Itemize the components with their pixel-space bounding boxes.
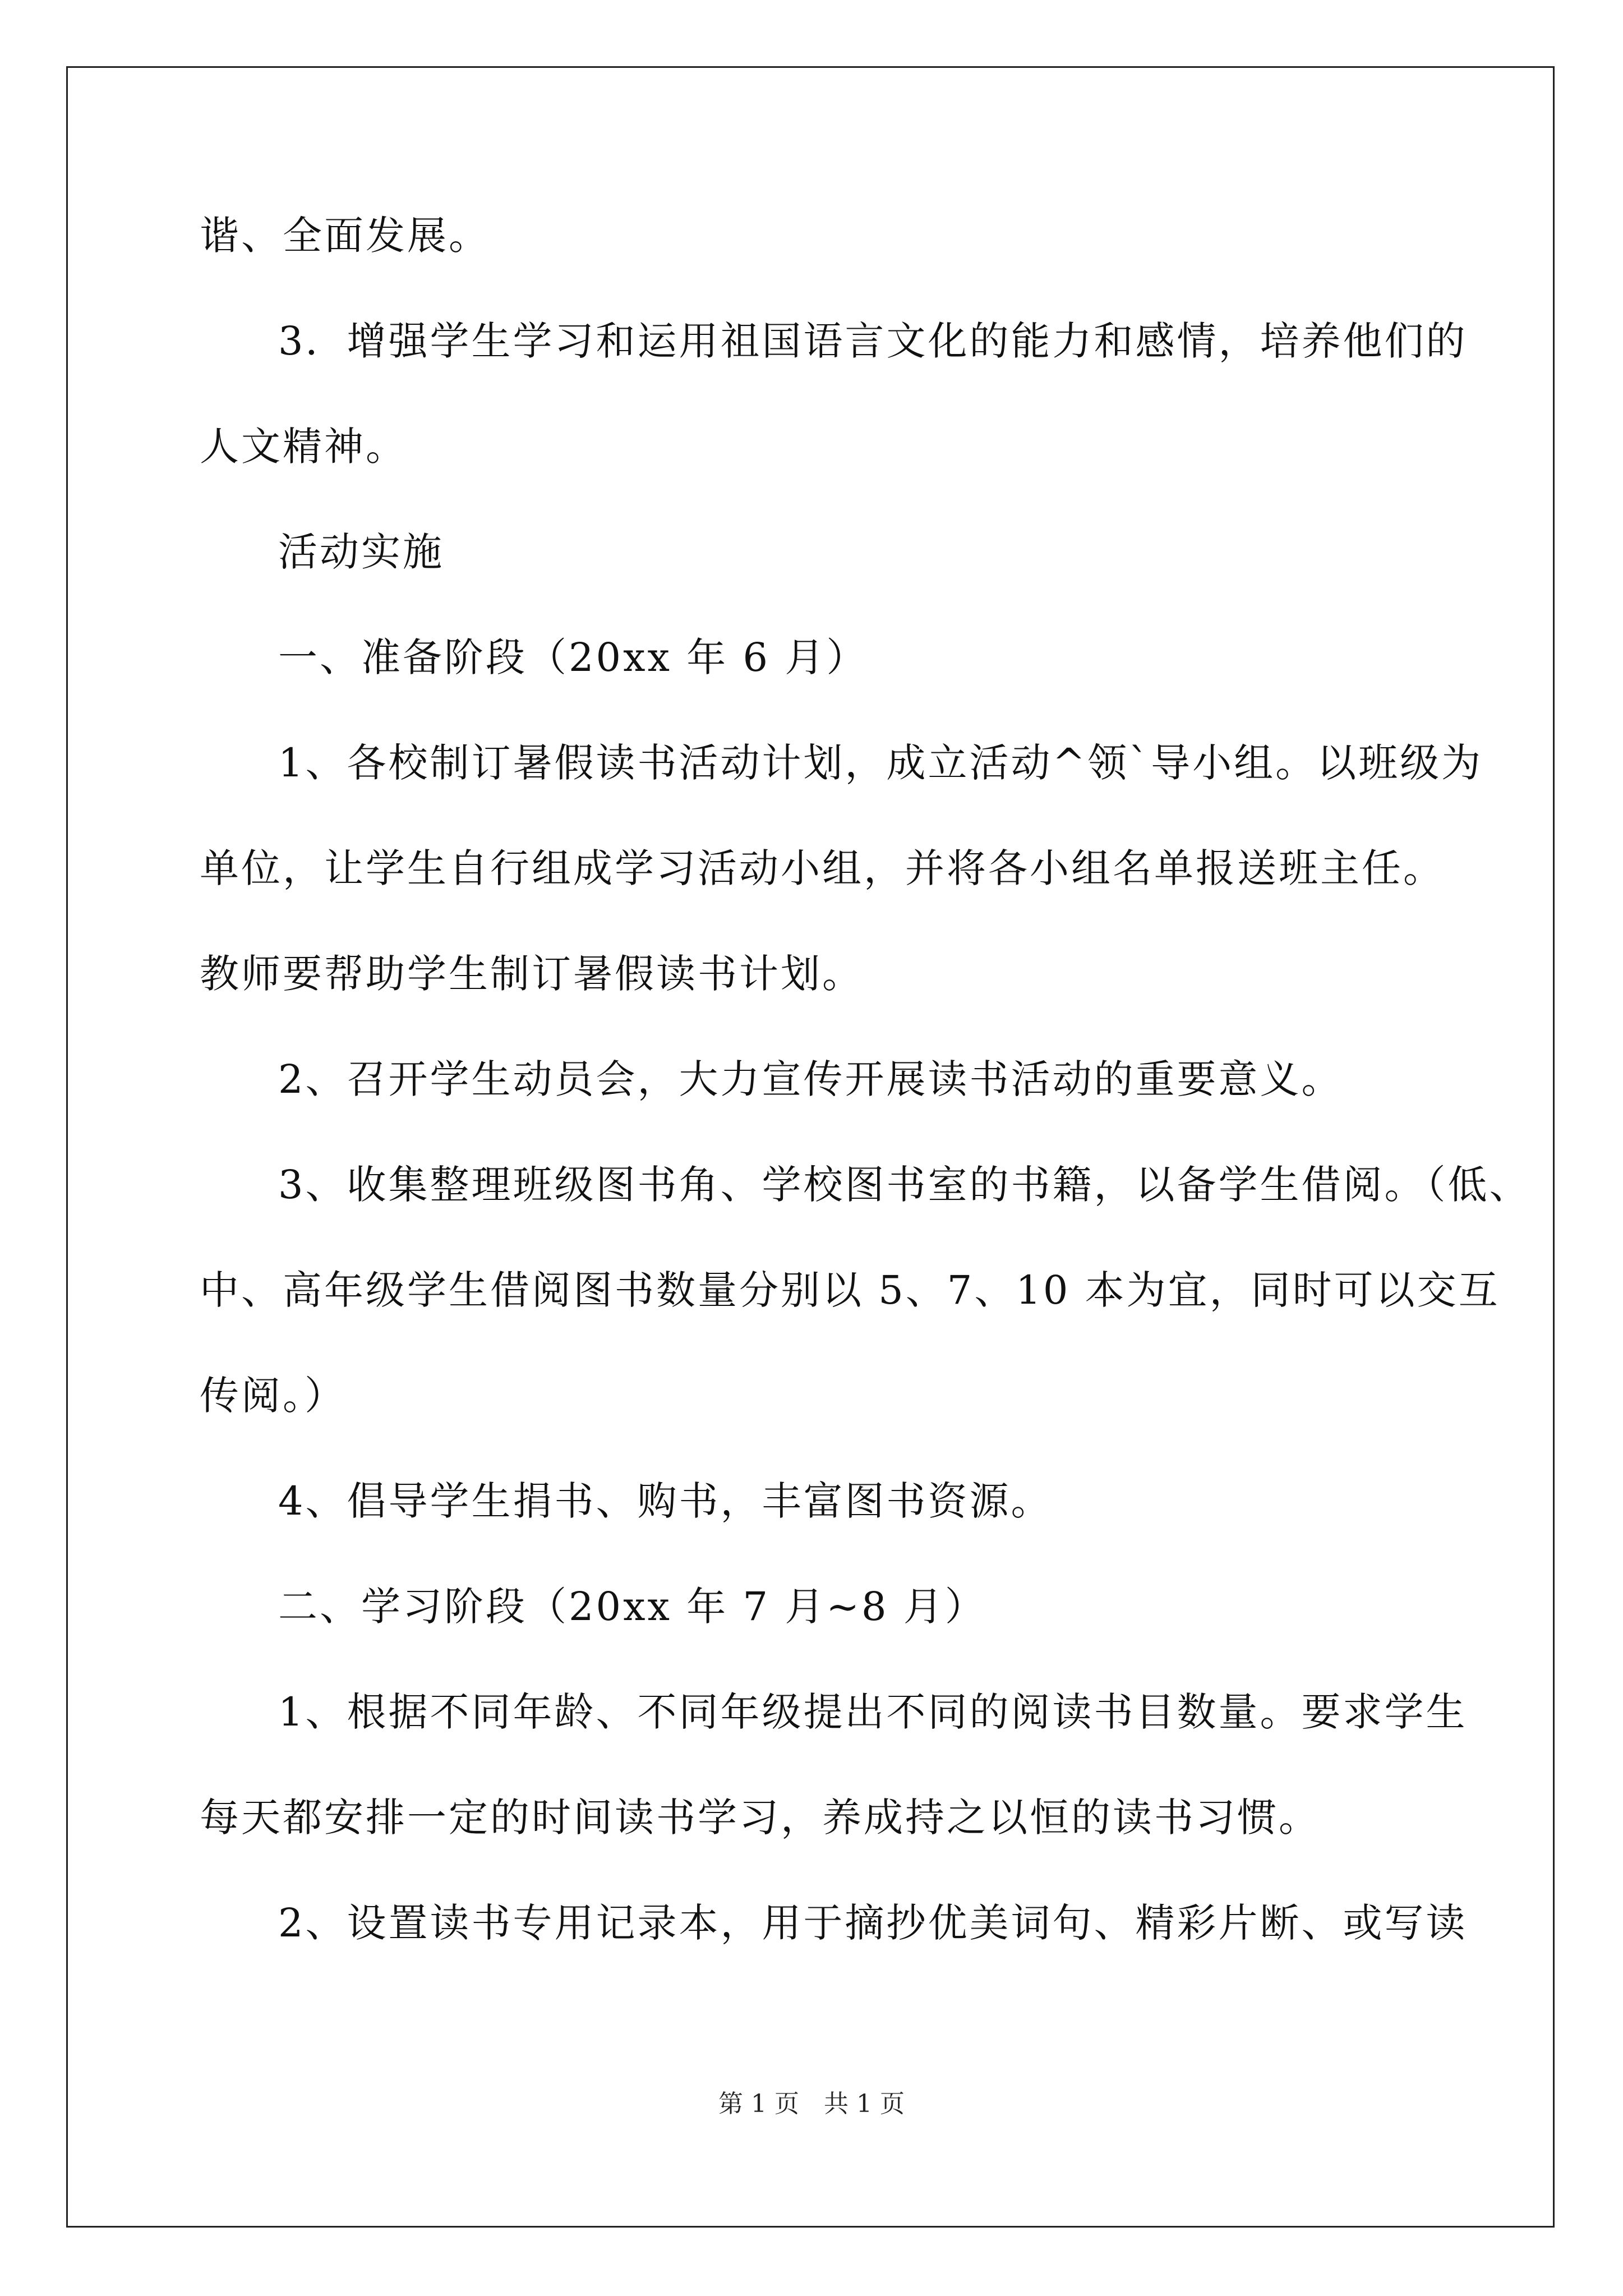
section-heading: 活动实施: [278, 529, 444, 575]
paragraph-line: 2、召开学生动员会，大力宣传开展读书活动的重要意义。: [278, 1056, 1343, 1102]
paragraph-line: 3．增强学生学习和运用祖国语言文化的能力和感情，培养他们的: [278, 318, 1468, 364]
paragraph-line: 4、倡导学生捐书、购书，丰富图书资源。: [278, 1478, 1053, 1524]
paragraph-line: 1、根据不同年龄、不同年级提出不同的阅读书目数量。要求学生: [278, 1689, 1468, 1735]
paragraph-line: 谐、全面发展。: [200, 213, 490, 259]
paragraph-line: 单位，让学生自行组成学习活动小组，并将各小组名单报送班主任。: [200, 845, 1445, 891]
subsection-heading: 二、学习阶段（20xx 年 7 月~8 月）: [278, 1584, 986, 1630]
subsection-heading: 一、准备阶段（20xx 年 6 月）: [278, 634, 868, 680]
paragraph-line: 每天都安排一定的时间读书学习，养成持之以恒的读书习惯。: [200, 1795, 1320, 1841]
paragraph-line: 3、收集整理班级图书角、学校图书室的书籍，以备学生借阅。（低、: [278, 1162, 1531, 1208]
paragraph-line: 中、高年级学生借阅图书数量分别以 5、7、10 本为宜，同时可以交互: [200, 1267, 1500, 1313]
paragraph-line: 传阅。）: [200, 1373, 346, 1419]
paragraph-line: 1、各校制订暑假读书活动计划，成立活动^领`导小组。以班级为: [278, 740, 1483, 786]
paragraph-line: 2、设置读书专用记录本，用于摘抄优美词句、精彩片断、或写读: [278, 1900, 1468, 1946]
page-number-footer: 第 1 页 共 1 页: [718, 2090, 905, 2118]
paragraph-line: 教师要帮助学生制订暑假读书计划。: [200, 951, 864, 997]
paragraph-line: 人文精神。: [200, 424, 407, 470]
